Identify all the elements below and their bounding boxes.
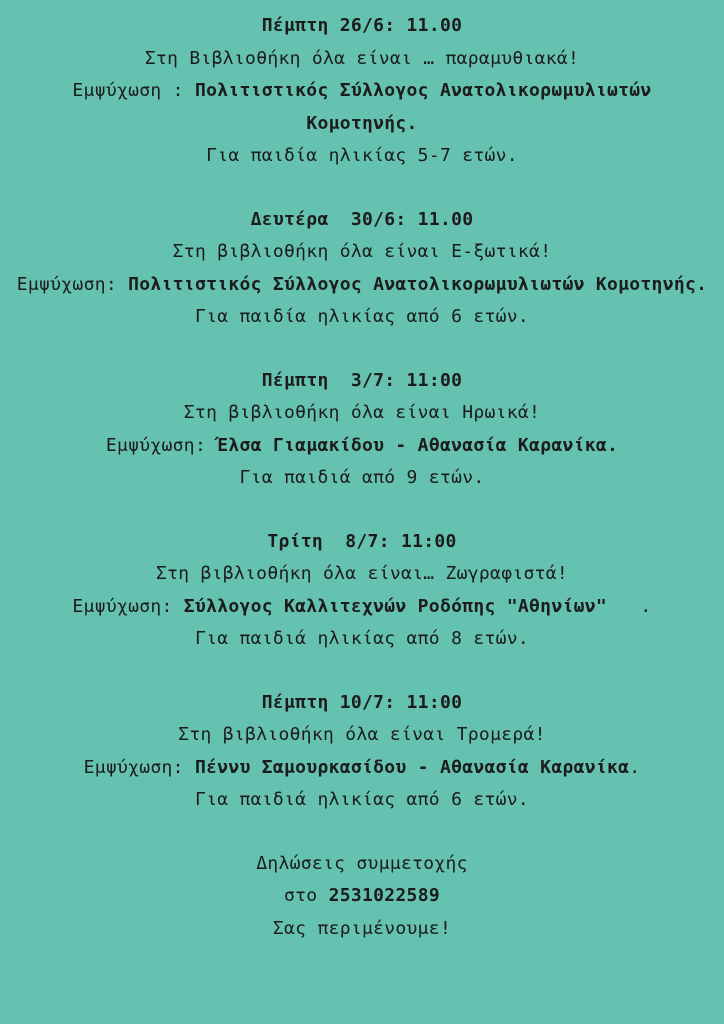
- host-name: Πολιτιστικός Σύλλογος Ανατολικορωμυλιωτών Κομοτηνής.: [128, 273, 708, 295]
- event-theme: Στη Βιβλιοθήκη όλα είναι … παραμυθιακά!: [144, 47, 580, 69]
- phone-prefix: στο: [284, 885, 329, 906]
- event-host: [0, 752, 724, 785]
- phone-number: 2531022589: [328, 885, 440, 906]
- event-4: [0, 526, 724, 656]
- closing-text: Σας περιμένουμε!: [272, 917, 452, 939]
- host-label: Εμψύχωση:: [16, 273, 129, 295]
- host-suffix: .: [629, 756, 641, 778]
- event-date: Πέμπτη 3/7: 11:00: [261, 369, 463, 391]
- host-label: Εμψύχωση:: [83, 756, 195, 778]
- event-age: Για παιδιά από 9 ετών.: [239, 467, 485, 488]
- event-age: Για παιδία ηλικίας από 6 ετών.: [194, 306, 530, 327]
- host-name: Σύλλογος Καλλιτεχνών Ροδόπης "Αθηνίων": [183, 595, 607, 617]
- host-label: Εμψύχωση:: [105, 434, 218, 456]
- event-age: Για παιδιά ηλικίας από 6 ετών.: [194, 789, 530, 810]
- event-age: Για παιδία ηλικίας 5-7 ετών.: [206, 145, 518, 166]
- event-theme: Στη βιβλιοθήκη όλα είναι Ηρωικά!: [183, 402, 541, 423]
- host-name: Έλσα Γιαμακίδου - Αθανασία Καρανίκα.: [217, 434, 619, 456]
- host-label: Εμψύχωση:: [72, 595, 184, 617]
- event-host: [0, 430, 724, 463]
- event-theme: Στη βιβλιοθήκη όλα είναι… Ζωγραφιστά!: [155, 563, 569, 584]
- registration-footer: [0, 848, 724, 946]
- event-host: [0, 269, 724, 302]
- phone-line: [0, 880, 724, 913]
- event-date: Πέμπτη 10/7: 11:00: [261, 691, 463, 713]
- event-host: [0, 591, 724, 624]
- event-age: Για παιδιά ηλικίας από 8 ετών.: [194, 628, 530, 649]
- host-name: Πέννυ Σαμουρκασίδου - Αθανασία Καρανίκα: [194, 756, 630, 778]
- event-3: [0, 365, 724, 495]
- host-label: Εμψύχωση :: [72, 80, 195, 101]
- event-host: [0, 75, 724, 140]
- event-date: Τρίτη 8/7: 11:00: [267, 530, 457, 552]
- event-5: [0, 687, 724, 817]
- event-theme: Στη βιβλιοθήκη όλα είναι Τρομερά!: [178, 724, 546, 745]
- event-date: Δευτέρα 30/6: 11.00: [250, 208, 474, 230]
- event-1: [0, 10, 724, 173]
- host-suffix: .: [607, 595, 652, 617]
- event-theme: Στη βιβλιοθήκη όλα είναι Ε-ξωτικά!: [172, 241, 552, 262]
- event-date: Πέμπτη 26/6: 11.00: [261, 15, 463, 36]
- registration-text: Δηλώσεις συμμετοχής: [256, 852, 468, 874]
- event-2: [0, 204, 724, 334]
- host-name: Πολιτιστικός Σύλλογος Ανατολικορωμυλιωτών Κομοτηνής.: [194, 80, 652, 134]
